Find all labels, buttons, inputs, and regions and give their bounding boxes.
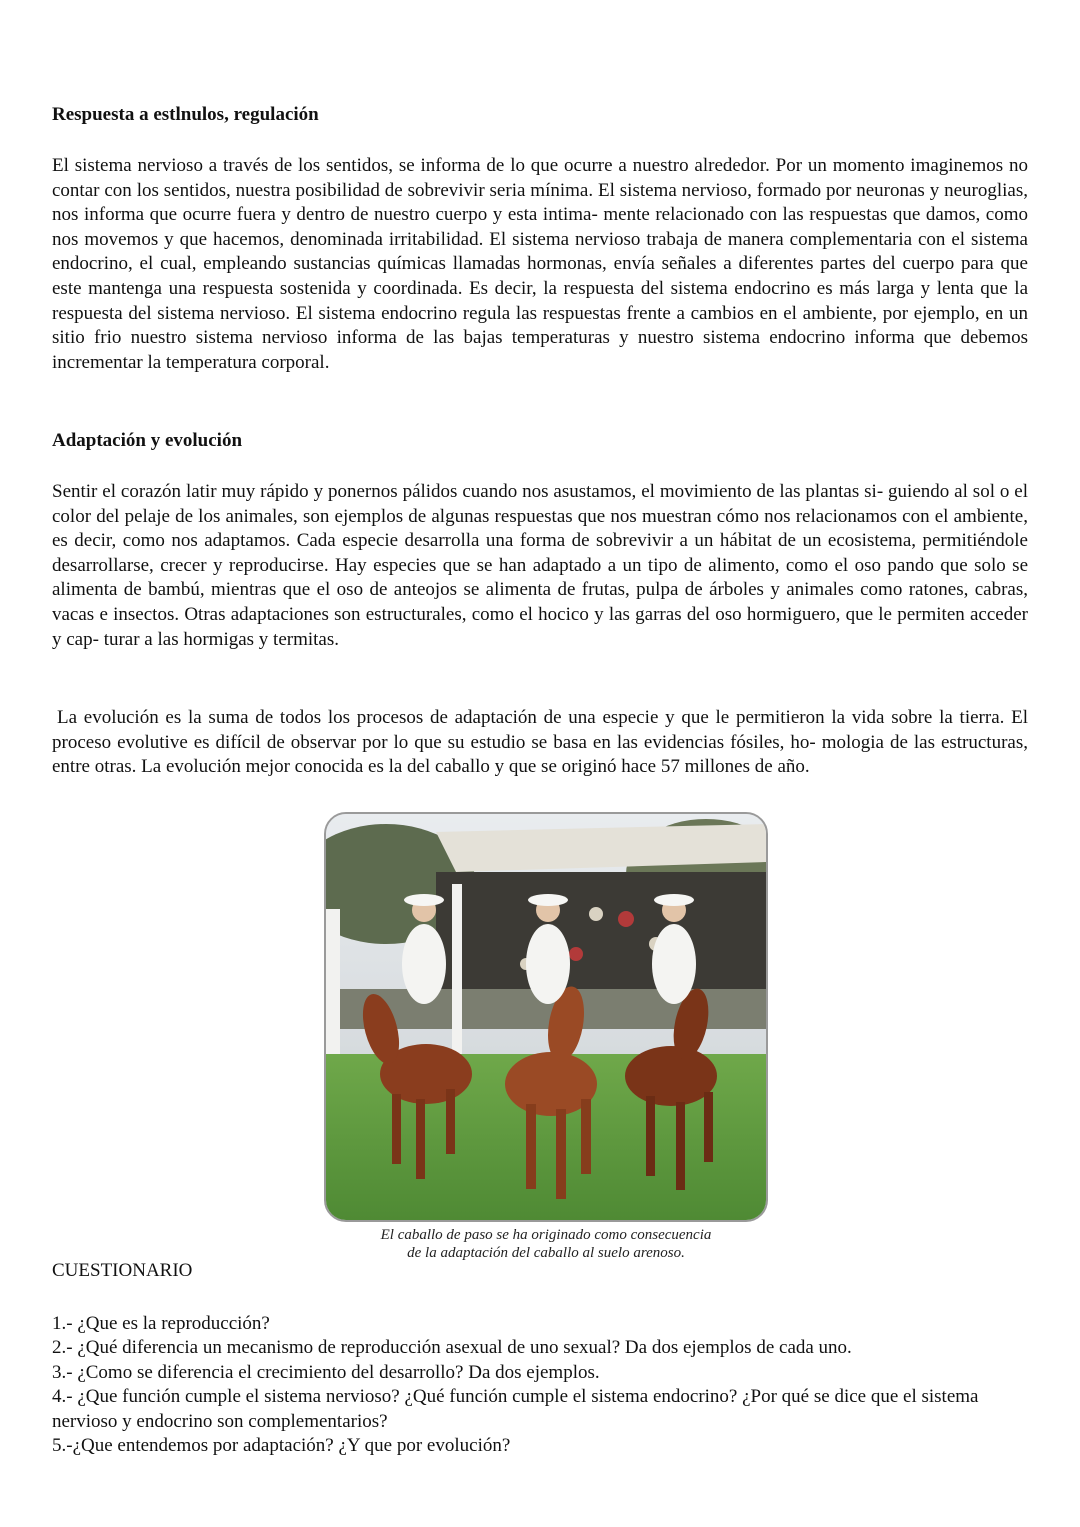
quiz-question: 4.- ¿Que función cumple el sistema nervioso? ¿Qué función cumple el sistema endocrino? ¿Por qué se dice que el sistema nervioso y endocrino son complementarios? <box>52 1386 979 1432</box>
horse-photo <box>324 812 768 1222</box>
quiz-question: 5.-¿Que entendemos por adaptación? ¿Y que por evolución? <box>52 1435 511 1457</box>
section-heading-regulation: Respuesta a estlnulos, regulación <box>52 104 319 125</box>
horse-figure <box>324 812 768 1262</box>
quiz-question: 2.- ¿Qué diferencia un mecanismo de reproducción asexual de uno sexual? Da dos ejemplos de cada uno. <box>52 1337 852 1359</box>
quiz-title: CUESTIONARIO <box>52 1260 193 1281</box>
paragraph-evolution: La evolución es la suma de todos los procesos de adaptación de una especie y que le permitieron la vida sobre la tierra. El proceso evolutive es difícil de observar por lo que su estudio se basa en las evidencias fósiles, ho- mologia de las estructuras, entre otras. La evolución mejor conocida es la del caballo y que se originó hace 57 millones de año. <box>52 707 1028 778</box>
section-heading-adaptation: Adaptación y evolución <box>52 430 243 451</box>
quiz-question-list <box>52 1312 1028 1458</box>
horse-riders-image <box>326 814 766 1220</box>
caption-line-2: de la adaptación del caballo al suelo arenoso. <box>407 1245 685 1261</box>
paragraph-adaptation: Sentir el corazón latir muy rápido y ponernos pálidos cuando nos asustamos, el movimiento de las plantas si- guiendo al sol o el color del pelaje de los animales, son ejemplos de algunas respuestas que nos muestran cómo nos relacionamos con el ambiente, es decir, como nos adaptamos. Cada especie desarrolla una forma de sobrevivir a un hábitat de un ecosistema, permitiéndole desarrollarse, crecer y reproducirse. Hay especies que se han adaptado a un tipo de alimento, como el oso pando que solo se alimenta de bambú, mientras que el oso de anteojos se alimenta de frutas, pulpa de árboles y animales como ratones, cabras, vacas e insectos. Otras adaptaciones son estructurales, como el hocico y las garras del oso hormiguero, que le permiten acceder y cap- turar a las hormigas y termitas. <box>52 481 1028 650</box>
figure-caption <box>324 1226 768 1262</box>
paragraph-regulation: El sistema nervioso a través de los sentidos, se informa de lo que ocurre a nuestro alrededor. Por un momento imaginemos no contar con los sentidos, nuestra posibilidad de sobrevivir seria mínima. El sistema nervioso, formado por neuronas y neuroglias, nos informa que ocurre fuera y dentro de nuestro cuerpo y esta intima- mente relacionado con las respuestas que damos, como nos movemos y que hacemos, denominada irritabilidad. El sistema nervioso trabaja de manera complementaria con el sistema endocrino, el cual, empleando sustancias químicas llamadas hormonas, envía señales a diferentes partes del cuerpo para que este mantenga una respuesta sostenida y coordinada. Es decir, la respuesta del sistema endocrino es más larga y lenta que la respuesta del sistema nervioso. El sistema endocrino regula las respuestas frente a cambios en el ambiente, por ejemplo, en un sitio frio nuestro sistema nervioso informa de las bajas temperaturas y nuestro sistema endocrino informa que debemos incrementar la temperatura corporal. <box>52 155 1028 373</box>
quiz-question: 3.- ¿Como se diferencia el crecimiento del desarrollo? Da dos ejemplos. <box>52 1361 600 1383</box>
quiz-question: 1.- ¿Que es la reproducción? <box>52 1313 270 1334</box>
caption-line-1: El caballo de paso se ha originado como consecuencia <box>380 1227 712 1243</box>
